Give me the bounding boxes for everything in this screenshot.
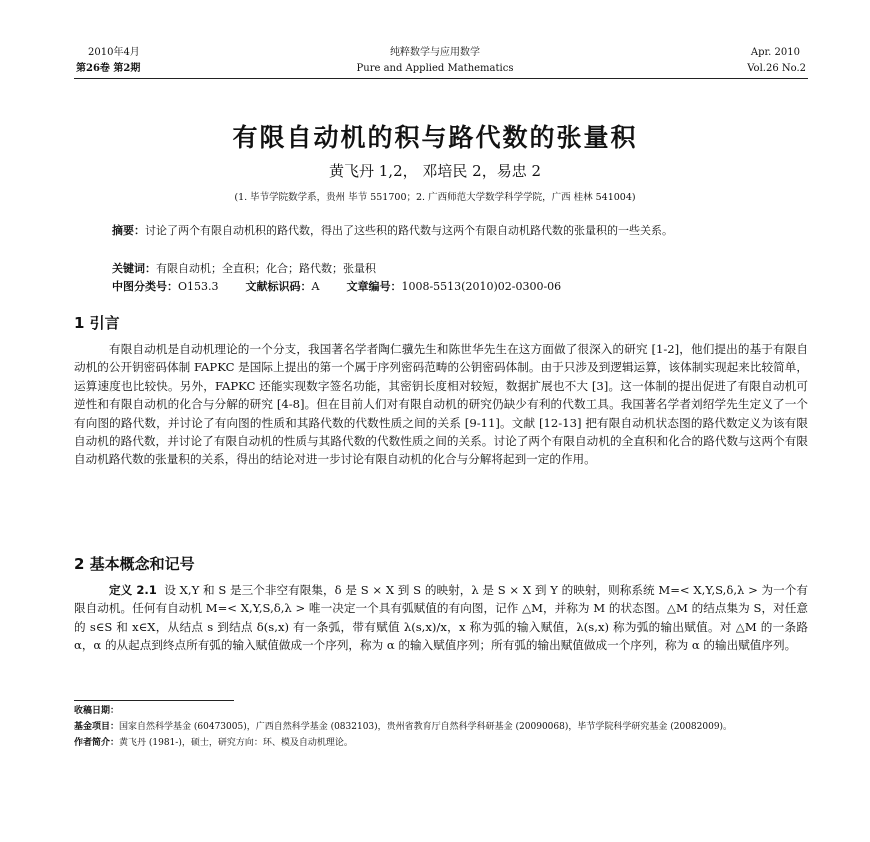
article-number-value: 1008-5513(2010)02-0300-06 (401, 280, 562, 293)
section-2-heading: 2 基本概念和记号 (74, 555, 195, 573)
definition-text: 设 X,Y 和 S 是三个非空有限集，δ 是 S × X 到 S 的映射，λ 是 S × X 到 Y 的映射，则称系统 M=< X,Y,S,δ,λ > 为一个有限自动机。任何有自动机 M=< X,Y,S,δ,λ > 唯一决定一个具有弧赋值的有向图，记作 △M，并称为 M 的状态图。△M 的结点集为 S，对任意的 s∈S 和 x∈X，从结点 s 到结点 δ(s,x) 有一条弧，带有赋值 λ(s,x)/x，x 称为弧的输入赋值，λ(s,x) 称为弧的输出赋值。对 △M 的一条路 α，α 的从起点到终点所有弧的输入赋值做成一个序列，称为 α 的输入赋值序列；所有弧的输出赋值做成一个序列，称为 α 的输出赋值序列。 (74, 583, 808, 653)
author-bio-label: 作者简介： (74, 738, 120, 748)
section-1-body (74, 340, 808, 469)
keywords-text: 有限自动机；全直积；化合；路代数；张量积 (156, 262, 376, 275)
doc-code-label: 文献标识码： (245, 280, 312, 293)
article-number-label: 文章编号： (346, 280, 402, 293)
doc-code-value: A (311, 280, 320, 293)
keywords (112, 260, 772, 278)
paper-affiliation: (1. 毕节学院数学系，贵州 毕节 551700；2. 广西师范大学数学科学学院，广西 桂林 541004) (234, 192, 636, 203)
classification-line (112, 278, 772, 296)
abstract (112, 222, 772, 240)
section-2-body (74, 581, 808, 655)
footnotes (74, 703, 808, 751)
author-bio-text: 黄飞丹 (1981-)，硕士，研究方向：环、模及自动机理论。 (119, 738, 353, 748)
header-rule (74, 78, 808, 79)
footnote-rule (74, 700, 234, 701)
header-journal-en: Pure and Applied Mathematics (356, 63, 514, 74)
header-volume-cn: 第26卷 第2期 (76, 63, 141, 74)
received-label: 收稿日期： (74, 706, 120, 716)
section-1-heading: 1 引言 (74, 314, 120, 332)
clc-label: 中图分类号： (112, 280, 178, 293)
abstract-label: 摘要： (112, 224, 145, 237)
paper-authors: 黄飞丹 1,2， 邓培民 2，易忠 2 (328, 162, 541, 180)
header-date-en: Apr. 2010 (750, 47, 800, 58)
definition-label: 定义 2.1 (109, 583, 157, 597)
header-journal-cn: 纯粹数学与应用数学 (390, 47, 480, 58)
abstract-text: 讨论了两个有限自动机积的路代数，得出了这些积的路代数与这两个有限自动机路代数的张量积的一些关系。 (145, 224, 673, 237)
paper-title: 有限自动机的积与路代数的张量积 (232, 123, 638, 152)
keywords-label: 关键词： (112, 262, 156, 275)
header-volume-en: Vol.26 No.2 (747, 63, 806, 74)
header-date-cn: 2010年4月 (88, 47, 140, 58)
clc-value: O153.3 (178, 280, 219, 293)
fund-label: 基金项目： (74, 722, 120, 732)
received-line (74, 703, 808, 719)
section-1-paragraph: 有限自动机是自动机理论的一个分支，我国著名学者陶仁骥先生和陈世华先生在这方面做了很深入的研究 [1-2]，他们提出的基于有限自动机的公开钥密码体制 FAPKC 是国际上提出的第一个属于序列密码范畴的公钥密码体制。由于只涉及到逻辑运算，该体制实现起来比较简单，运算速度也比较快。另外，FAPKC 还能实现数字签名功能，其密钥长度相对较短，数据扩展也不大 [3]。这一体制的提出促进了有限自动机可逆性和有限自动机的化合与分解的研究 [4-8]。但在目前人们对有限自动机的研究仍缺少有利的代数工具。我国著名学者刘绍学先生定义了一个有向图的路代数，并讨论了有向图的性质和其路代数的代数性质之间的关系 [9-11]。文献 [12-13] 把有限自动机状态图的路代数定义为该有限自动机的路代数，并讨论了有限自动机的性质与其路代数的代数性质之间的关系。讨论了两个有限自动机的全直积和化合的路代数与这两个有限自动机路代数的张量积的关系，得出的结论对进一步讨论有限自动机的化合与分解将起到一定的作用。 (74, 342, 808, 467)
author-bio-line (74, 735, 808, 751)
fund-line (74, 719, 808, 735)
fund-text: 国家自然科学基金 (60473005)，广西自然科学基金 (0832103)，贵州省教育厅自然科学科研基金 (20090068)，毕节学院科学研究基金 (20082009)。 (119, 722, 733, 732)
